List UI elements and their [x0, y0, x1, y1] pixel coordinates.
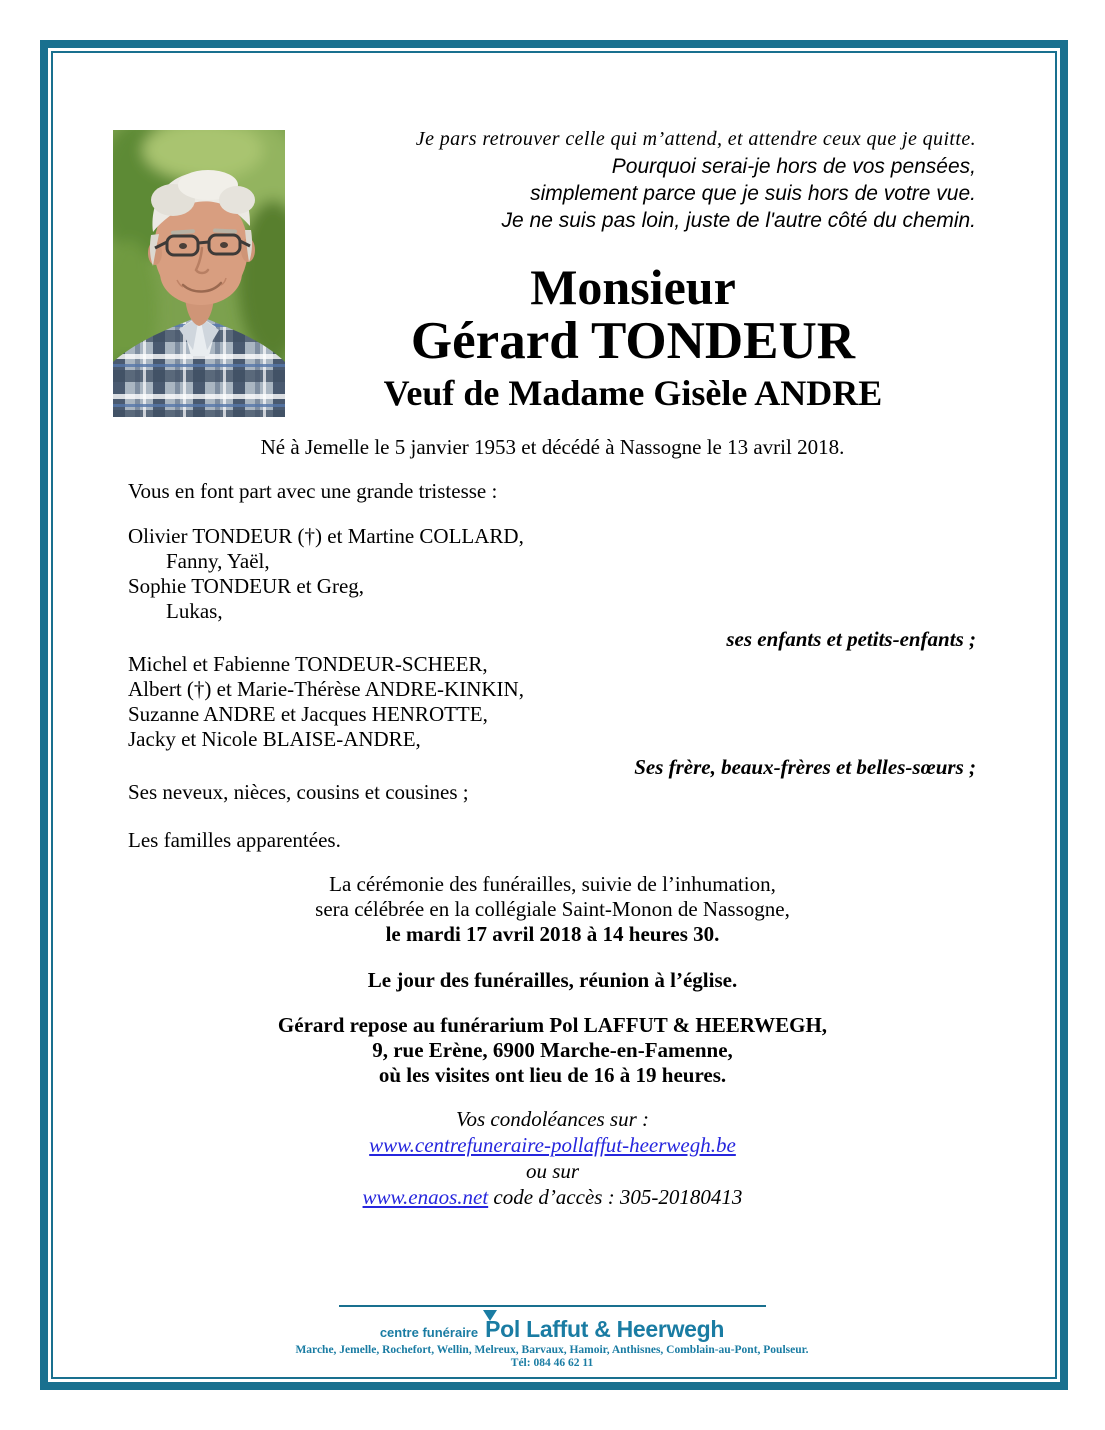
brand-small-text: centre funéraire — [379, 1325, 479, 1340]
family-member-line: Suzanne ANDRE et Jacques HENROTTE, — [128, 702, 488, 726]
family-member-line: Olivier TONDEUR (†) et Martine COLLARD, — [128, 524, 524, 548]
footer-divider-line — [339, 1305, 766, 1307]
family-announcement — [128, 479, 976, 853]
funeral-home-brand — [5, 1316, 1099, 1343]
access-code: code d’accès : 305-20180413 — [488, 1185, 743, 1209]
family-member-line: Sophie TONDEUR et Greg, — [128, 574, 365, 598]
condolences-intro: Vos condoléances sur : — [455, 1107, 650, 1131]
family-member-line: Lukas, — [166, 599, 223, 623]
relationship-label-siblings: Ses frère, beaux-frères et belles-sœurs ; — [634, 755, 976, 779]
funerarium-address: 9, rue Erène, 6900 Marche-en-Famenne, — [372, 1038, 733, 1062]
ceremony-details — [0, 872, 1105, 1088]
condolences-or: ou sur — [525, 1159, 580, 1183]
deceased-name: Gérard TONDEUR — [410, 312, 856, 370]
ceremony-datetime: le mardi 17 avril 2018 à 14 heures 30. — [385, 922, 720, 946]
spacer — [0, 993, 1105, 1013]
spacer — [128, 805, 976, 828]
deceased-title: Monsieur — [530, 259, 736, 315]
brand-towns-list: Marche, Jemelle, Rochefort, Wellin, Melreux, Barvaux, Hamoir, Anthisnes, Comblain-au-Pont, Poulseur. — [295, 1344, 809, 1356]
relationship-label-children: ses enfants et petits-enfants ; — [726, 627, 976, 651]
family-member-line: Albert (†) et Marie-Thérèse ANDRE-KINKIN, — [128, 677, 524, 701]
family-member-line: Michel et Fabienne TONDEUR-SCHEER, — [128, 652, 488, 676]
spacer — [0, 947, 1105, 968]
family-member-line: Jacky et Nicole BLAISE-ANDRE, — [128, 727, 421, 751]
condolences-link[interactable]: www.centrefuneraire-pollaffut-heerwegh.be — [369, 1133, 736, 1157]
opening-quote — [416, 126, 976, 234]
brand-phone: Tél: 084 46 62 11 — [510, 1357, 594, 1369]
funerarium-line: Gérard repose au funérarium Pol LAFFUT & HEERWEGH, — [277, 1013, 828, 1037]
meeting-line: Le jour des funérailles, réunion à l’église. — [367, 968, 738, 992]
quote-line: Je ne suis pas loin, juste de l'autre côté du chemin. — [501, 209, 976, 232]
quote-line: Pourquoi serai-je hors de vos pensées, — [611, 155, 976, 178]
enaos-link[interactable]: www.enaos.net — [362, 1185, 489, 1209]
ceremony-line: sera célébrée en la collégiale Saint-Monon de Nassogne, — [315, 897, 790, 921]
spacer — [128, 504, 976, 524]
condolences-section — [0, 1106, 1105, 1210]
quote-line: simplement parce que je suis hors de votre vue. — [530, 182, 976, 205]
family-member-line: Fanny, Yaël, — [166, 549, 270, 573]
quote-line: Je pars retrouver celle qui m’attend, et attendre ceux que je quitte. — [415, 128, 976, 150]
relatives-line: Ses neveux, nièces, cousins et cousines ; — [128, 780, 469, 804]
brand-name: Pol Laffut & Heerwegh — [485, 1316, 725, 1342]
related-families-line: Les familles apparentées. — [128, 828, 341, 852]
deceased-subtitle: Veuf de Madame Gisèle ANDRE — [383, 373, 883, 413]
visiting-hours: où les visites ont lieu de 16 à 19 heures. — [378, 1063, 727, 1087]
announcement-intro: Vous en font part avec une grande tristesse : — [128, 479, 498, 503]
ceremony-line: La cérémonie des funérailles, suivie de l’inhumation, — [329, 872, 776, 896]
life-dates: Né à Jemelle le 5 janvier 1953 et décédé à Nassogne le 13 avril 2018. — [260, 435, 845, 459]
